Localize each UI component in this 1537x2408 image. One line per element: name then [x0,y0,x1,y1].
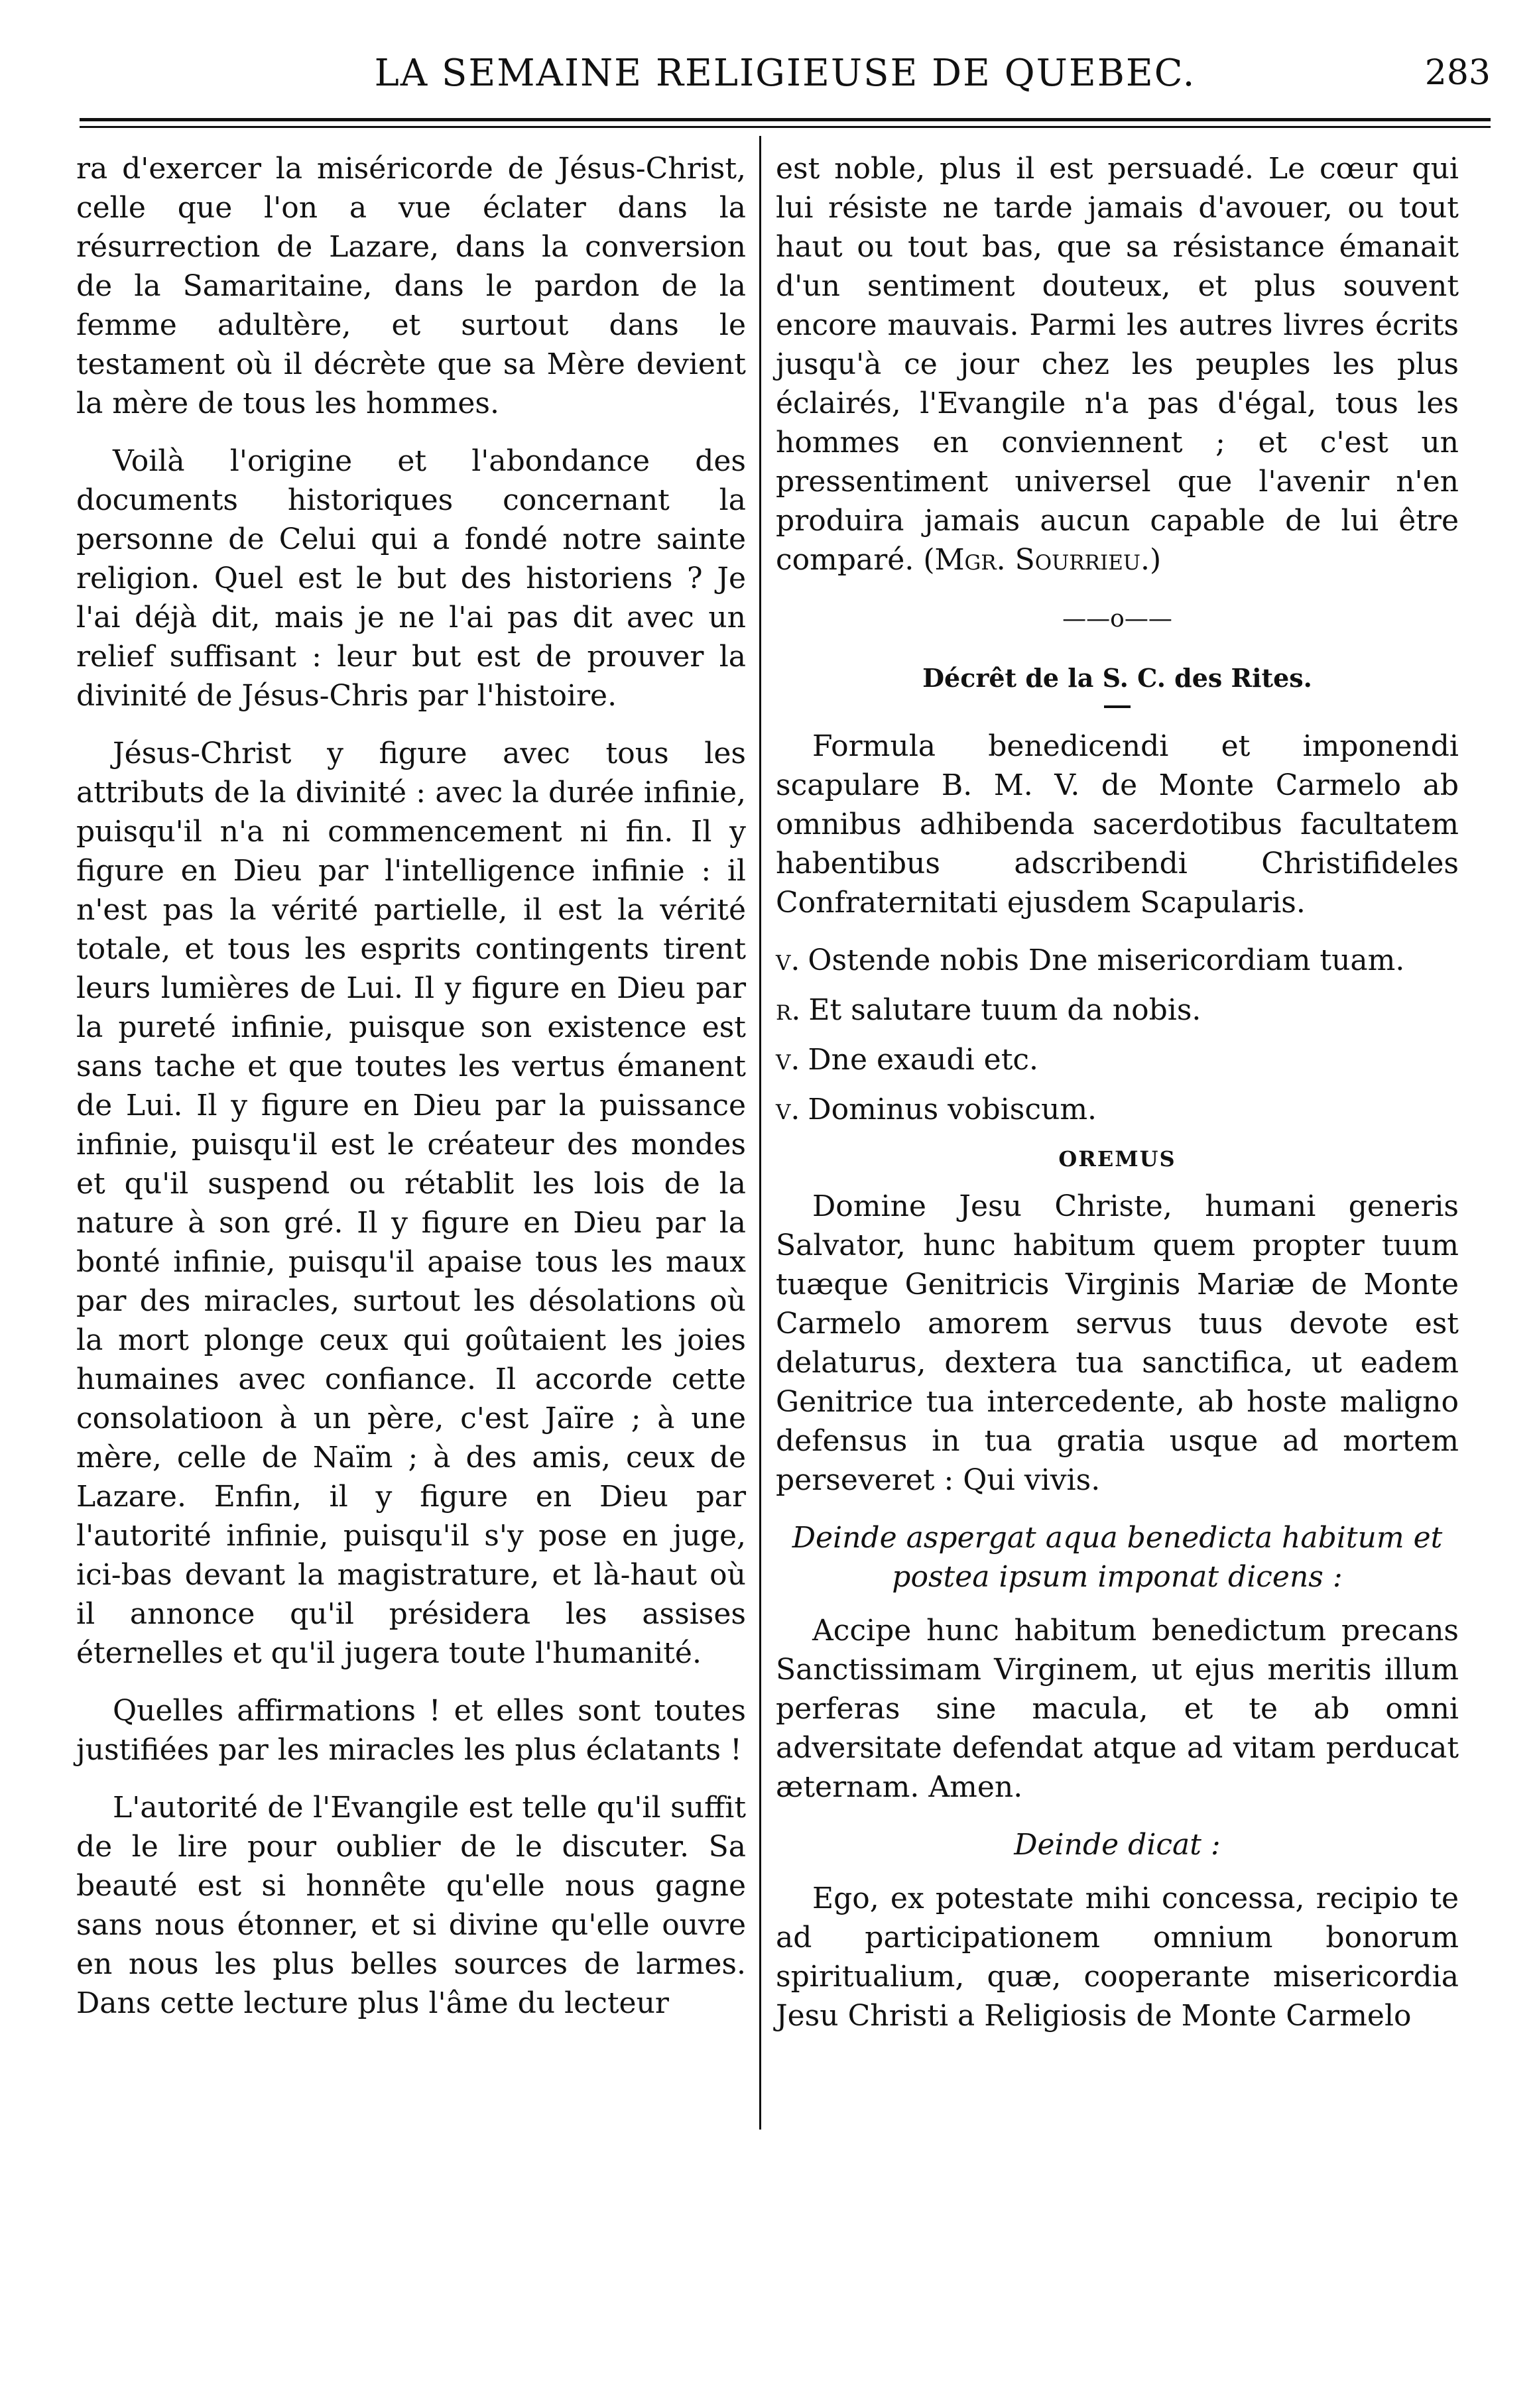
versicle [776,991,1459,1030]
paragraph: L'autorité de l'Evangile est telle qu'il suffit de le lire pour oublier de le discuter. Sa beauté est si honnête qu'elle nous gagne sans nous étonner, et si divine qu'elle ouvre en nous les plus belles sources de larmes. Dans cette lecture plus l'âme du lecteur [76,1791,746,2020]
paragraph [776,149,1459,579]
rubric: Deinde dicat : [1014,1828,1221,1862]
paragraph: Voilà l'origine et l'abondance des documents historiques concernant la personne de Celui qui a fondé notre sainte religion. Quel est le but des historiens ? Je l'ai déjà dit, mais je ne l'ai pas dit avec un relief suffisant : leur but est de prouver la divinité de Jésus-Chris par l'histoire. [76,444,746,713]
author-signature: (Mgr. Sourrieu.) [923,543,1162,577]
versicle [776,1040,1459,1079]
running-title: LA SEMAINE RELIGIEUSE DE QUEBEC. [374,52,1196,95]
versicle-text: Ostende nobis Dne misericordiam tuam. [808,943,1405,977]
accipe-paragraph: Accipe hunc habitum benedictum precans Sanctissimam Virginem, ut ejus meritis illum perferas sine macula, et te ab omni adversitate defendat atque ad vitam perducat æternam. Amen. [776,1614,1459,1804]
section-heading: Décrêt de la S. C. des Rites. [922,663,1312,693]
header-rule-top [80,118,1491,121]
versicle-mark: r. [776,993,801,1027]
header-rule-bottom [80,126,1491,128]
versicle-mark: v. [776,1043,800,1077]
paragraph: ra d'exercer la miséricorde de Jésus-Christ, celle que l'on a vue éclater dans la résurrection de Lazare, dans la conversion de la Samaritaine, dans le pardon de la femme adultère, et surtout dans le testament où il décrète que sa Mère devient la mère de tous les hommes. [76,152,746,420]
versicle-text: Et salutare tuum da nobis. [808,993,1201,1027]
ego-paragraph: Ego, ex potestate mihi concessa, recipio te ad participationem omnium bonorum spiritualium, quæ, cooperante misericordia Jesu Christi a Religiosis de Monte Carmelo [776,1882,1459,2033]
versicle [776,1090,1459,1129]
right-column [776,149,1459,2054]
section-separator: ——o—— [1062,605,1172,632]
versicle [776,941,1459,980]
oremus-heading: OREMUS [1058,1146,1176,1172]
rubric: Deinde aspergat aqua benedicta habitum et postea ipsum imponat dicens : [792,1521,1443,1594]
prayer-paragraph: Domine Jesu Christe, humani generis Salvator, hunc habitum quem propter tuum tuæque Genitricis Virginis Mariæ de Monte Carmelo amorem servus tuus devote est delaturus, dextera tua sanctifica, ut eadem Genitrice tua intercedente, ab hoste maligno defensus in tua gratia usque ad mortem perseveret : Qui vivis. [776,1189,1459,1497]
page-number: 283 [1424,53,1491,93]
paragraph: Jésus-Christ y figure avec tous les attributs de la divinité : avec la durée infinie, puisqu'il n'a ni commencement ni fin. Il y figure en Dieu par l'intelligence infinie : il n'est pas la vérité partielle, il est la vérité totale, et tous les esprits contingents tirent leurs lumières de Lui. Il y figure en Dieu par la pureté infinie, puisque son existence est sans tache et que toutes les vertus émanent de Lui. Il y figure en Dieu par la puissance infinie, puisqu'il est le créateur des mondes et qu'il suspend ou rétablit les lois de la nature à son gré. Il y figure en Dieu par la bonté infinie, puisqu'il apaise tous les maux par des miracles, surtout les désolations où la mort plonge ceux qui goûtaient les joies humaines avec confiance. Il accorde cette consolatioon à un père, c'est Jaïre ; à une mère, celle de Naïm ; à des amis, ceux de Lazare. Enfin, il y figure en Dieu par l'autorité infinie, puisqu'il s'y pose en juge, ici-bas devant la magistrature, et là-haut où il annonce qu'il présidera les assises éternelles et qu'il jugera toute l'humanité. [76,737,746,1670]
heading-dash [1104,705,1131,708]
paragraph-text: est noble, plus il est persuadé. Le cœur qui lui résiste ne tarde jamais d'avouer, ou tout haut ou tout bas, que sa résistance émanait d'un sentiment douteux, et plus souvent encore mauvais. Parmi les autres livres écrits jusqu'à ce jour chez les peuples les plus éclairés, l'Evangile n'a pas d'égal, tous les hommes en conviennent ; et c'est un pressentiment universel que l'avenir n'en produira jamais aucun capable de lui être comparé. [776,152,1459,577]
versicle-text: Dne exaudi etc. [808,1043,1039,1077]
column-divider [759,136,761,2130]
left-column [76,149,746,2041]
page-header [80,38,1491,118]
paragraph: Quelles affirmations ! et elles sont toutes justifiées par les miracles les plus éclatants ! [76,1694,746,1767]
formula-paragraph: Formula benedicendi et imponendi scapulare B. M. V. de Monte Carmelo ab omnibus adhibenda sacerdotibus facultatem habentibus adscribendi Christifideles Confraternitati ejusdem Scapularis. [776,729,1459,920]
versicle-mark: v. [776,1093,800,1126]
versicle-text: Dominus vobiscum. [808,1093,1097,1126]
versicle-mark: v. [776,943,800,977]
